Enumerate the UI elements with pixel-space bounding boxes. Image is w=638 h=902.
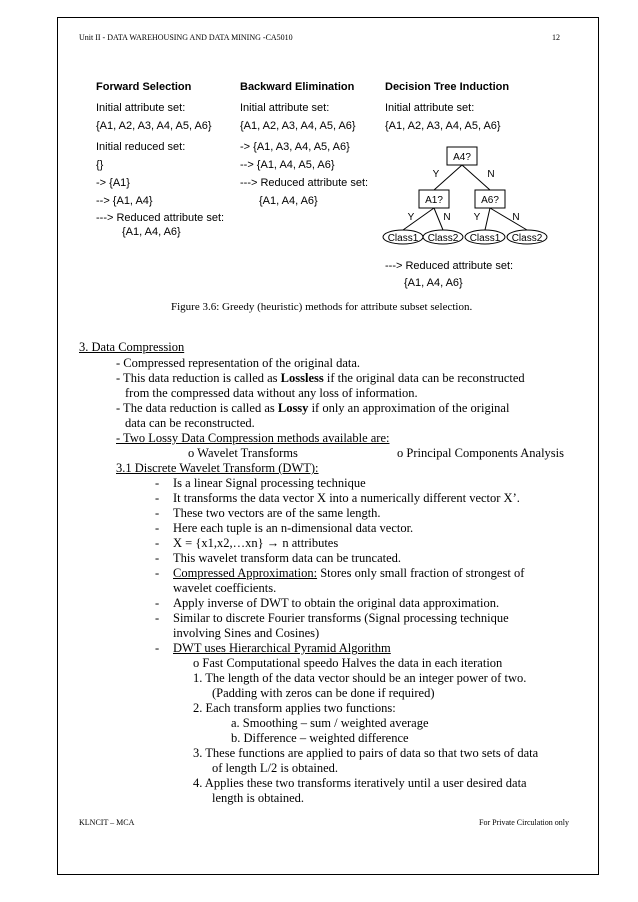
tree-title: Decision Tree Induction: [385, 81, 510, 93]
paragraph-line: - The data reduction is called as Lossy if only an approximation of the original: [116, 401, 510, 415]
bullet-dash: -: [155, 611, 160, 625]
lettered-item: a. Smoothing – sum / weighted average: [231, 716, 429, 730]
tree-line: {A1, A2, A3, A4, A5, A6}: [385, 120, 501, 132]
forward-line: --> {A1, A4}: [96, 195, 153, 207]
lossless-term: Lossless: [280, 371, 324, 385]
backward-title: Backward Elimination: [240, 81, 355, 93]
forward-line: Initial attribute set:: [96, 102, 186, 114]
bullet-dash: -: [155, 551, 160, 565]
page-number: 12: [552, 33, 560, 42]
numbered-item: of length L/2 is obtained.: [212, 761, 339, 775]
paragraph-line: data can be reconstructed.: [125, 416, 255, 430]
bullet-dash: -: [155, 506, 160, 520]
edge-n: N: [512, 212, 520, 223]
header-left: Unit II - DATA WAREHOUSING AND DATA MINING -CA5010: [79, 33, 293, 42]
leaf-label: Class1: [469, 233, 501, 244]
method-item: o Wavelet Transforms: [188, 446, 298, 460]
lettered-item: b. Difference – weighted difference: [231, 731, 409, 745]
bullet-item: Is a linear Signal processing technique: [173, 476, 366, 490]
method-item: o Principal Components Analysis: [397, 446, 565, 460]
root-label: A4?: [453, 152, 471, 163]
left-node-label: A1?: [425, 195, 443, 206]
paragraph-line: - Compressed representation of the original data.: [116, 356, 361, 370]
numbered-item: 1. The length of the data vector should be an integer power of two.: [193, 671, 527, 685]
bullet-dash: -: [155, 596, 160, 610]
backward-line: {A1, A2, A3, A4, A5, A6}: [240, 120, 356, 132]
bullet-item: Similar to discrete Fourier transforms (Signal processing technique: [173, 611, 509, 625]
bullet-dash: -: [155, 491, 160, 505]
numbered-item: 4. Applies these two transforms iteratively until a user desired data: [193, 776, 527, 790]
section-heading: 3. Data Compression: [79, 340, 185, 354]
bullet-item: wavelet coefficients.: [173, 581, 277, 595]
backward-line: {A1, A4, A6}: [259, 195, 318, 207]
bullet-item: These two vectors are of the same length.: [173, 506, 381, 520]
forward-line: {A1, A2, A3, A4, A5, A6}: [96, 120, 212, 132]
lossy-term: Lossy: [277, 401, 309, 415]
backward-line: --> {A1, A4, A5, A6}: [240, 159, 335, 171]
forward-line: -> {A1}: [96, 177, 130, 189]
paragraph-line: - Two Lossy Data Compression methods available are:: [116, 431, 390, 445]
bullet-item: This wavelet transform data can be truncated.: [173, 551, 402, 565]
numbered-item: 3. These functions are applied to pairs of data so that two sets of data: [193, 746, 539, 760]
backward-line: Initial attribute set:: [240, 102, 330, 114]
forward-line: {A1, A4, A6}: [122, 226, 181, 238]
bullet-dash: -: [155, 641, 160, 655]
forward-line: Initial reduced set:: [96, 141, 186, 153]
decision-tree-diagram: [381, 140, 566, 252]
leaf-label: Class2: [511, 233, 543, 244]
bullet-item: Here each tuple is an n-dimensional data vector.: [173, 521, 414, 535]
bullet-item: It transforms the data vector X into a numerically different vector X’.: [173, 491, 520, 505]
bullet-item: DWT uses Hierarchical Pyramid Algorithm: [173, 641, 391, 655]
sub-item: o Fast Computational speedo Halves the data in each iteration: [193, 656, 503, 670]
edge-n: N: [487, 169, 495, 180]
forward-line: {}: [96, 159, 104, 171]
tree-result: {A1, A4, A6}: [404, 277, 463, 289]
backward-line: ---> Reduced attribute set:: [240, 177, 369, 189]
paragraph-line: from the compressed data without any loss of information.: [125, 386, 418, 400]
bullet-dash: -: [155, 521, 160, 535]
tree-line: Initial attribute set:: [385, 102, 475, 114]
bullet-dash: -: [155, 566, 160, 580]
bullet-dash: -: [155, 476, 160, 490]
subsection-heading: 3.1 Discrete Wavelet Transform (DWT):: [116, 461, 319, 475]
edge-y: Y: [407, 212, 415, 223]
forward-line: ---> Reduced attribute set:: [96, 212, 225, 224]
tree-result: ---> Reduced attribute set:: [385, 260, 514, 272]
edge-y: Y: [432, 169, 440, 180]
figure-attribute-selection: [96, 78, 566, 296]
leaf-label: Class1: [387, 233, 419, 244]
numbered-item: length is obtained.: [212, 791, 304, 805]
bullet-item: Apply inverse of DWT to obtain the original data approximation.: [173, 596, 500, 610]
footer-right: For Private Circulation only: [479, 818, 569, 827]
numbered-item: 2. Each transform applies two functions:: [193, 701, 396, 715]
numbered-item: (Padding with zeros can be done if required): [212, 686, 435, 700]
edge-y: Y: [473, 212, 481, 223]
footer-left: KLNCIT – MCA: [79, 818, 135, 827]
forward-title: Forward Selection: [96, 81, 192, 93]
bullet-item: X = {x1,x2,…xn} → n attributes: [173, 536, 339, 550]
bullet-dash: -: [155, 536, 160, 550]
backward-line: -> {A1, A3, A4, A5, A6}: [240, 141, 350, 153]
compressed-approximation-term: Compressed Approximation:: [173, 566, 318, 580]
leaf-label: Class2: [427, 233, 459, 244]
right-node-label: A6?: [481, 195, 499, 206]
bullet-item: Compressed Approximation: Stores only small fraction of strongest of: [173, 566, 525, 580]
paragraph-line: - This data reduction is called as Lossless if the original data can be reconstructed: [116, 371, 525, 385]
edge-n: N: [443, 212, 451, 223]
bullet-item: involving Sines and Cosines): [173, 626, 320, 640]
figure-caption: Figure 3.6: Greedy (heuristic) methods for attribute subset selection.: [171, 301, 473, 313]
